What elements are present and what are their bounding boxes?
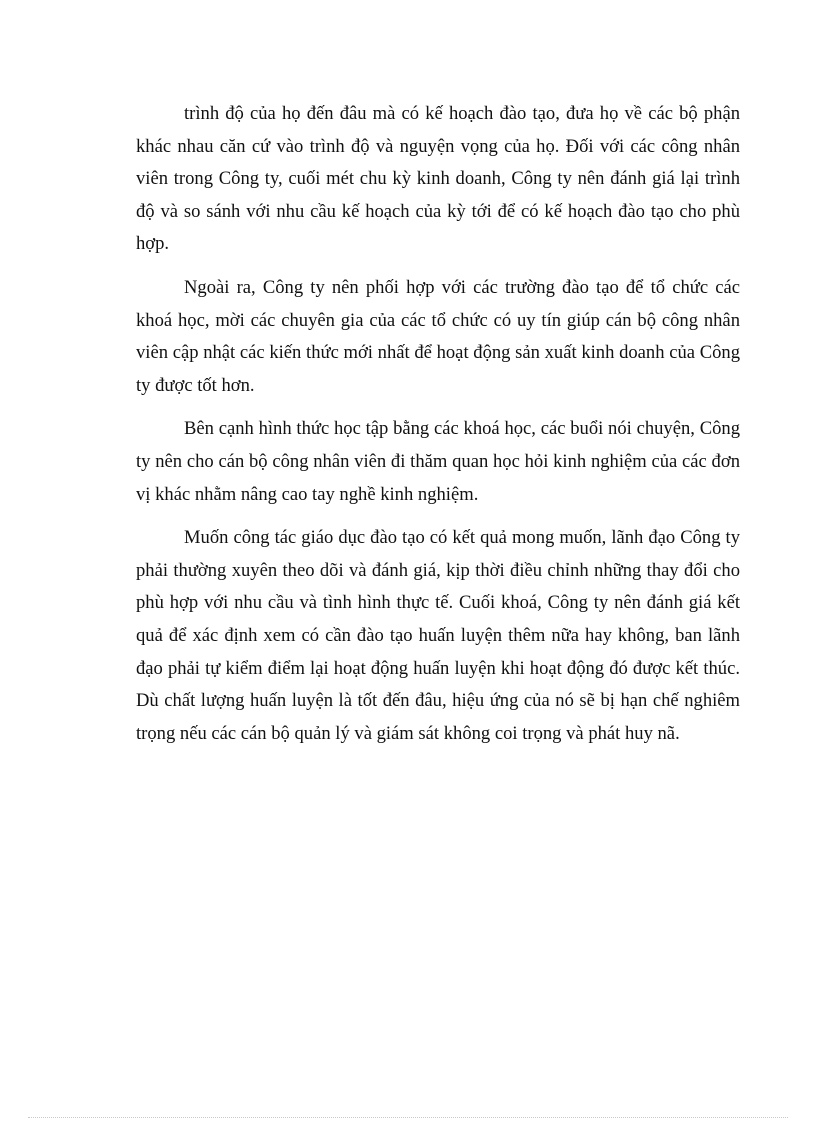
paragraph-3: Bên cạnh hình thức học tập bằng các khoá học, các buổi nói chuyện, Công ty nên cho cán bộ công nhân viên đi thăm quan học hỏi kinh nghiệm của các đơn vị khác nhằm nâng cao tay nghề kinh nghiệm. <box>136 418 740 505</box>
document-body <box>136 98 740 761</box>
paragraph-1: trình độ của họ đến đâu mà có kế hoạch đào tạo, đưa họ về các bộ phận khác nhau căn cứ vào trình độ và nguyện vọng của họ. Đối với các công nhân viên trong Công ty, cuối mét chu kỳ kinh doanh, Công ty nên đánh giá lại trình độ và so sánh với nhu cầu kế hoạch của kỳ tới để có kế hoạch đào tạo cho phù hợp. <box>136 103 740 255</box>
page-bottom-divider <box>28 1117 788 1118</box>
paragraph-2: Ngoài ra, Công ty nên phối hợp với các trường đào tạo để tổ chức các khoá học, mời các chuyên gia của các tổ chức có uy tín giúp cán bộ công nhân viên cập nhật các kiến thức mới nhất để hoạt động sản xuất kinh doanh của Công ty được tốt hơn. <box>136 276 740 396</box>
paragraph-4: Muốn công tác giáo dục đào tạo có kết quả mong muốn, lãnh đạo Công ty phải thường xuyên theo dõi và đánh giá, kịp thời điều chỉnh những thay đổi cho phù hợp với nhu cầu và tình hình thực tế. Cuối khoá, Công ty nên đánh giá kết quả để xác định xem có cần đào tạo huấn luyện thêm nữa hay không, ban lãnh đạo phải tự kiểm điểm lại hoạt động huấn luyện khi hoạt động đó được kết thúc. Dù chất lượng huấn luyện là tốt đến đâu, hiệu ứng của nó sẽ bị hạn chế nghiêm trọng nếu các cán bộ quản lý và giám sát không coi trọng và phát huy nã. <box>136 527 740 744</box>
